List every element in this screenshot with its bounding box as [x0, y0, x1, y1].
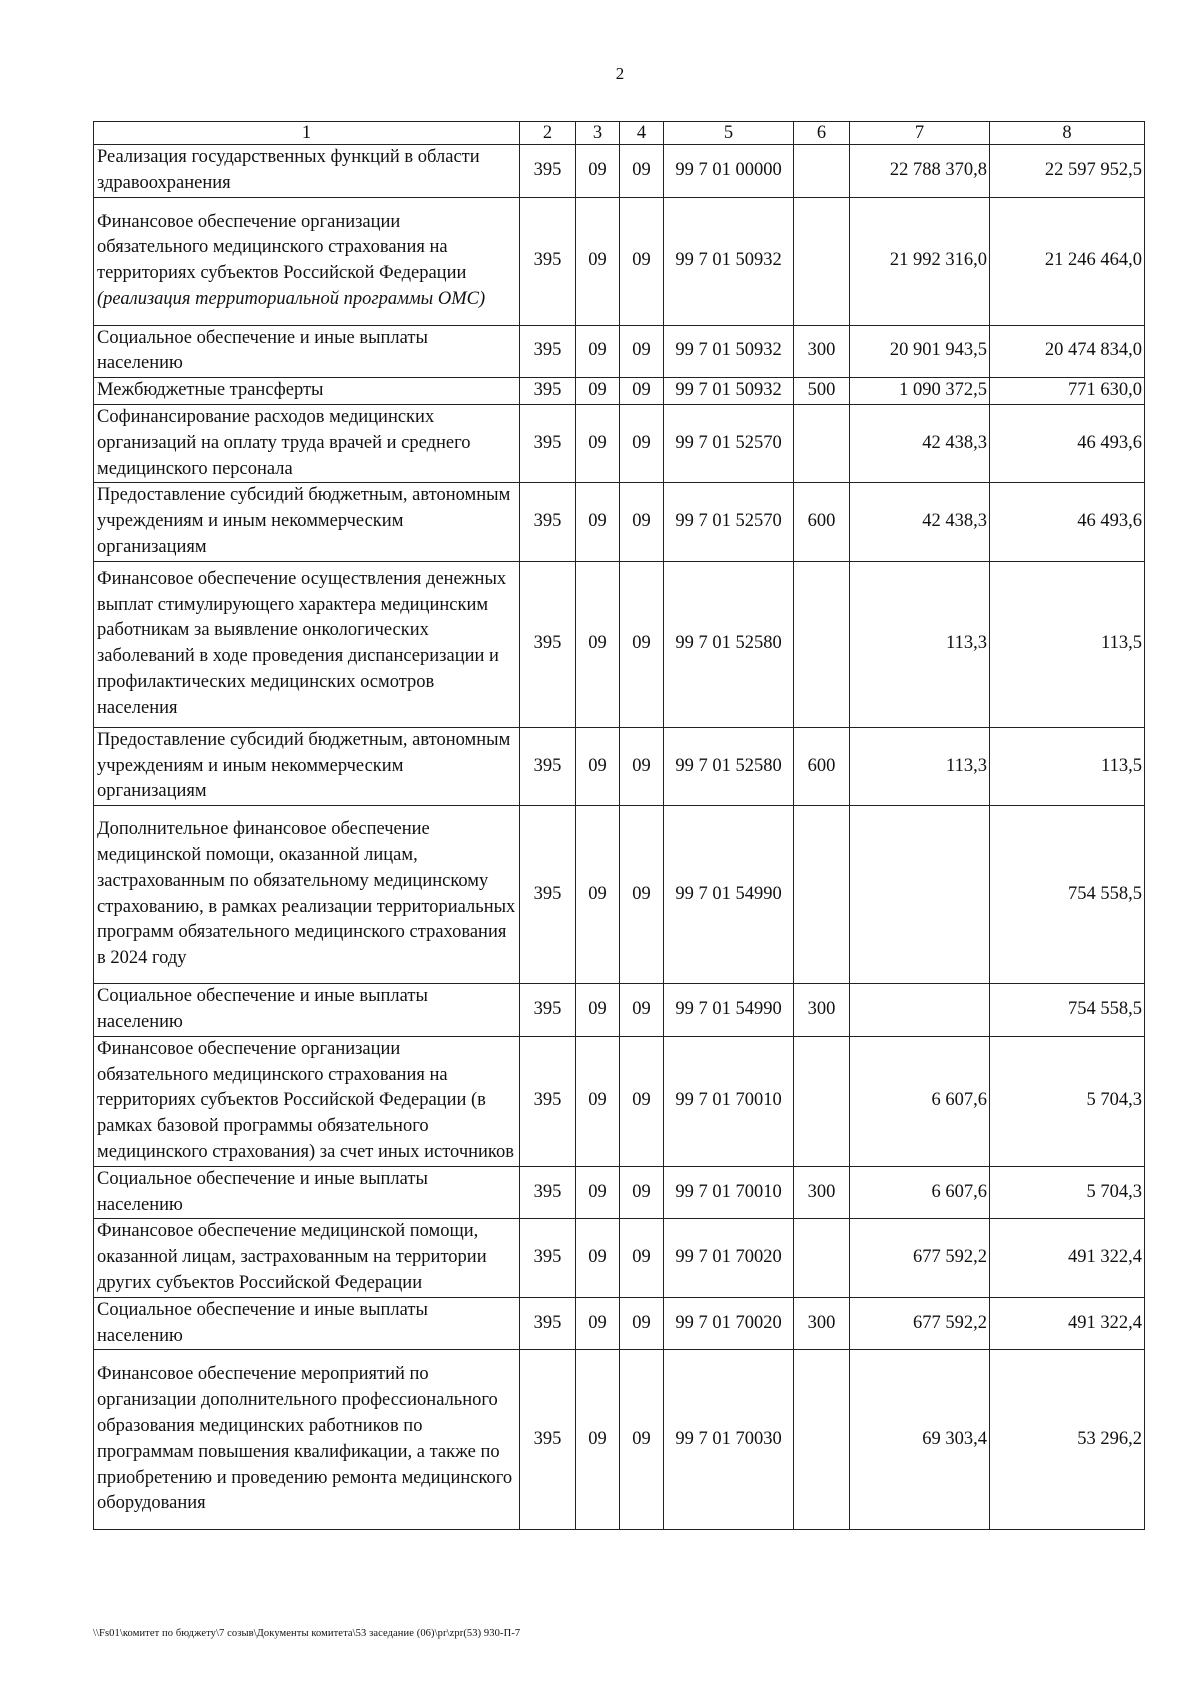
row-name-cell — [94, 378, 520, 405]
subsection-code-cell: 09 — [620, 483, 664, 561]
row-name: Финансовое обеспечение организации обязательного медицинского страхования на территориях субъектов Российской Федерации (в рамках базовой программы обязательного медицинского страхования) за счет иных источников — [97, 1038, 514, 1162]
admin-code-cell: 395 — [520, 378, 576, 405]
expense-type-cell: 600 — [794, 483, 850, 561]
row-name-cell — [94, 1297, 520, 1350]
amount-col8-cell: 20 474 834,0 — [990, 325, 1145, 378]
amount-col7-cell: 21 992 316,0 — [850, 197, 990, 325]
admin-code-cell: 395 — [520, 984, 576, 1037]
amount-col7-cell: 677 592,2 — [850, 1297, 990, 1350]
row-name: Дополнительное финансовое обеспечение медицинской помощи, оказанной лицам, застрахованным по обязательному медицинскому страхованию, в рамках реализации территориальных программ обязательного медицинского страхования в 2024 году — [97, 819, 516, 969]
subsection-code-cell: 09 — [620, 727, 664, 805]
expense-type-cell — [794, 561, 850, 727]
amount-col7-cell: 42 438,3 — [850, 483, 990, 561]
admin-code-cell: 395 — [520, 404, 576, 482]
amount-col8-cell: 113,5 — [990, 727, 1145, 805]
row-name: Финансовое обеспечение организации обязательного медицинского страхования на территориях субъектов Российской Федерации — [97, 211, 467, 284]
subsection-code-cell: 09 — [620, 1350, 664, 1530]
header-cell-8: 8 — [990, 122, 1145, 145]
table-row — [94, 1166, 1145, 1219]
row-name: Социальное обеспечение и иные выплаты населению — [97, 986, 428, 1032]
table-body — [94, 122, 1145, 1530]
row-name: Социальное обеспечение и иные выплаты населению — [97, 327, 428, 374]
header-cell-1: 1 — [94, 122, 520, 145]
amount-col7-cell: 113,3 — [850, 561, 990, 727]
target-article-cell: 99 7 01 70010 — [664, 1166, 794, 1219]
expense-type-cell: 300 — [794, 984, 850, 1037]
section-code-cell: 09 — [576, 727, 620, 805]
row-name-cell — [94, 1219, 520, 1297]
row-name-cell — [94, 197, 520, 325]
row-name: Предоставление субсидий бюджетным, автономным учреждениям и иным некоммерческим организациям — [97, 485, 511, 557]
row-name: Межбюджетные трансферты — [97, 380, 324, 401]
row-name-cell — [94, 561, 520, 727]
expense-type-cell — [794, 1219, 850, 1297]
row-name-cell — [94, 145, 520, 198]
amount-col7-cell — [850, 984, 990, 1037]
section-code-cell: 09 — [576, 325, 620, 378]
table-row — [94, 806, 1145, 984]
section-code-cell: 09 — [576, 561, 620, 727]
admin-code-cell: 395 — [520, 1166, 576, 1219]
subsection-code-cell: 09 — [620, 806, 664, 984]
target-article-cell: 99 7 01 52580 — [664, 727, 794, 805]
row-name: Социальное обеспечение и иные выплаты населению — [97, 1299, 428, 1346]
expense-type-cell: 300 — [794, 1166, 850, 1219]
expense-type-cell: 300 — [794, 325, 850, 378]
amount-col7-cell: 42 438,3 — [850, 404, 990, 482]
amount-col7-cell: 69 303,4 — [850, 1350, 990, 1530]
table-row — [94, 1219, 1145, 1297]
subsection-code-cell: 09 — [620, 325, 664, 378]
section-code-cell: 09 — [576, 1350, 620, 1530]
target-article-cell: 99 7 01 52570 — [664, 404, 794, 482]
amount-col8-cell: 21 246 464,0 — [990, 197, 1145, 325]
table-row — [94, 145, 1145, 198]
table-row — [94, 727, 1145, 805]
file-path-footer: \\Fs01\комитет по бюджету\7 созыв\Документы комитета\53 заседание (06)\pr\zpr(53) 930-П-7 — [93, 1628, 521, 1639]
row-name-cell — [94, 1036, 520, 1166]
subsection-code-cell: 09 — [620, 561, 664, 727]
amount-col8-cell: 754 558,5 — [990, 984, 1145, 1037]
header-cell-6: 6 — [794, 122, 850, 145]
section-code-cell: 09 — [576, 145, 620, 198]
amount-col8-cell: 22 597 952,5 — [990, 145, 1145, 198]
amount-col7-cell: 113,3 — [850, 727, 990, 805]
amount-col7-cell: 20 901 943,5 — [850, 325, 990, 378]
amount-col7-cell: 1 090 372,5 — [850, 378, 990, 405]
row-name: Предоставление субсидий бюджетным, автономным учреждениям и иным некоммерческим организациям — [97, 729, 511, 802]
target-article-cell: 99 7 01 54990 — [664, 984, 794, 1037]
row-name: Реализация государственных функций в области здравоохранения — [97, 147, 480, 193]
admin-code-cell: 395 — [520, 483, 576, 561]
row-name-cell — [94, 1166, 520, 1219]
admin-code-cell: 395 — [520, 145, 576, 198]
row-name-cell — [94, 325, 520, 378]
expense-type-cell: 600 — [794, 727, 850, 805]
subsection-code-cell: 09 — [620, 404, 664, 482]
expense-type-cell — [794, 1036, 850, 1166]
admin-code-cell: 395 — [520, 1350, 576, 1530]
section-code-cell: 09 — [576, 1036, 620, 1166]
target-article-cell: 99 7 01 70020 — [664, 1297, 794, 1350]
row-note: (реализация территориальной программы ОМС) — [97, 288, 486, 309]
table-row — [94, 1350, 1145, 1530]
expense-type-cell — [794, 197, 850, 325]
row-name: Социальное обеспечение и иные выплаты населению — [97, 1168, 428, 1215]
amount-col7-cell: 22 788 370,8 — [850, 145, 990, 198]
row-name-cell — [94, 806, 520, 984]
table-row — [94, 378, 1145, 405]
table-row — [94, 1036, 1145, 1166]
amount-col8-cell: 754 558,5 — [990, 806, 1145, 984]
section-code-cell: 09 — [576, 1219, 620, 1297]
row-name-cell — [94, 727, 520, 805]
header-cell-3: 3 — [576, 122, 620, 145]
amount-col8-cell: 53 296,2 — [990, 1350, 1145, 1530]
section-code-cell: 09 — [576, 483, 620, 561]
row-name: Финансовое обеспечение медицинской помощи, оказанной лицам, застрахованным на территории других субъектов Российской Федерации — [97, 1221, 487, 1293]
table-row — [94, 561, 1145, 727]
expense-type-cell: 500 — [794, 378, 850, 405]
admin-code-cell: 395 — [520, 1036, 576, 1166]
expense-type-cell — [794, 806, 850, 984]
table-row — [94, 483, 1145, 561]
target-article-cell: 99 7 01 50932 — [664, 325, 794, 378]
target-article-cell: 99 7 01 70020 — [664, 1219, 794, 1297]
amount-col7-cell — [850, 806, 990, 984]
admin-code-cell: 395 — [520, 1219, 576, 1297]
section-code-cell: 09 — [576, 197, 620, 325]
target-article-cell: 99 7 01 70030 — [664, 1350, 794, 1530]
amount-col8-cell: 46 493,6 — [990, 404, 1145, 482]
admin-code-cell: 395 — [520, 727, 576, 805]
expense-type-cell — [794, 145, 850, 198]
amount-col8-cell: 5 704,3 — [990, 1166, 1145, 1219]
row-name-cell — [94, 404, 520, 482]
section-code-cell: 09 — [576, 1166, 620, 1219]
page-number: 2 — [615, 64, 625, 83]
table-row — [94, 984, 1145, 1037]
row-name-cell — [94, 1350, 520, 1530]
amount-col8-cell: 5 704,3 — [990, 1036, 1145, 1166]
admin-code-cell: 395 — [520, 561, 576, 727]
header-cell-4: 4 — [620, 122, 664, 145]
amount-col8-cell: 771 630,0 — [990, 378, 1145, 405]
admin-code-cell: 395 — [520, 197, 576, 325]
target-article-cell: 99 7 01 00000 — [664, 145, 794, 198]
header-cell-7: 7 — [850, 122, 990, 145]
target-article-cell: 99 7 01 70010 — [664, 1036, 794, 1166]
amount-col8-cell: 46 493,6 — [990, 483, 1145, 561]
table-header-row — [94, 122, 1145, 145]
row-name: Софинансирование расходов медицинских организаций на оплату труда врачей и среднего медицинского персонала — [97, 406, 471, 479]
amount-col8-cell: 491 322,4 — [990, 1219, 1145, 1297]
table-row — [94, 197, 1145, 325]
target-article-cell: 99 7 01 50932 — [664, 378, 794, 405]
section-code-cell: 09 — [576, 404, 620, 482]
expense-type-cell — [794, 1350, 850, 1530]
expense-type-cell: 300 — [794, 1297, 850, 1350]
header-cell-5: 5 — [664, 122, 794, 145]
expense-type-cell — [794, 404, 850, 482]
subsection-code-cell: 09 — [620, 1297, 664, 1350]
subsection-code-cell: 09 — [620, 1036, 664, 1166]
target-article-cell: 99 7 01 52570 — [664, 483, 794, 561]
admin-code-cell: 395 — [520, 1297, 576, 1350]
subsection-code-cell: 09 — [620, 197, 664, 325]
admin-code-cell: 395 — [520, 325, 576, 378]
section-code-cell: 09 — [576, 1297, 620, 1350]
subsection-code-cell: 09 — [620, 1166, 664, 1219]
target-article-cell: 99 7 01 54990 — [664, 806, 794, 984]
subsection-code-cell: 09 — [620, 1219, 664, 1297]
section-code-cell: 09 — [576, 984, 620, 1037]
table-row — [94, 404, 1145, 482]
section-code-cell: 09 — [576, 806, 620, 984]
admin-code-cell: 395 — [520, 806, 576, 984]
subsection-code-cell: 09 — [620, 378, 664, 405]
subsection-code-cell: 09 — [620, 145, 664, 198]
row-name-cell — [94, 483, 520, 561]
table-row — [94, 325, 1145, 378]
row-name: Финансовое обеспечение мероприятий по организации дополнительного профессионального образования медицинских работников по программам повышения квалификации, а также по приобретению и проведению ремонта медицинского оборудования — [97, 1364, 513, 1514]
amount-col7-cell: 677 592,2 — [850, 1219, 990, 1297]
amount-col8-cell: 113,5 — [990, 561, 1145, 727]
subsection-code-cell: 09 — [620, 984, 664, 1037]
table-row — [94, 1297, 1145, 1350]
row-name-cell — [94, 984, 520, 1037]
header-cell-2: 2 — [520, 122, 576, 145]
row-name: Финансовое обеспечение осуществления денежных выплат стимулирующего характера медицинским работникам за выявление онкологических заболеваний в ходе проведения диспансеризации и профилактических медицинских осмотров населения — [97, 568, 507, 718]
amount-col8-cell: 491 322,4 — [990, 1297, 1145, 1350]
target-article-cell: 99 7 01 52580 — [664, 561, 794, 727]
budget-table — [93, 121, 1145, 1530]
amount-col7-cell: 6 607,6 — [850, 1036, 990, 1166]
section-code-cell: 09 — [576, 378, 620, 405]
amount-col7-cell: 6 607,6 — [850, 1166, 990, 1219]
target-article-cell: 99 7 01 50932 — [664, 197, 794, 325]
